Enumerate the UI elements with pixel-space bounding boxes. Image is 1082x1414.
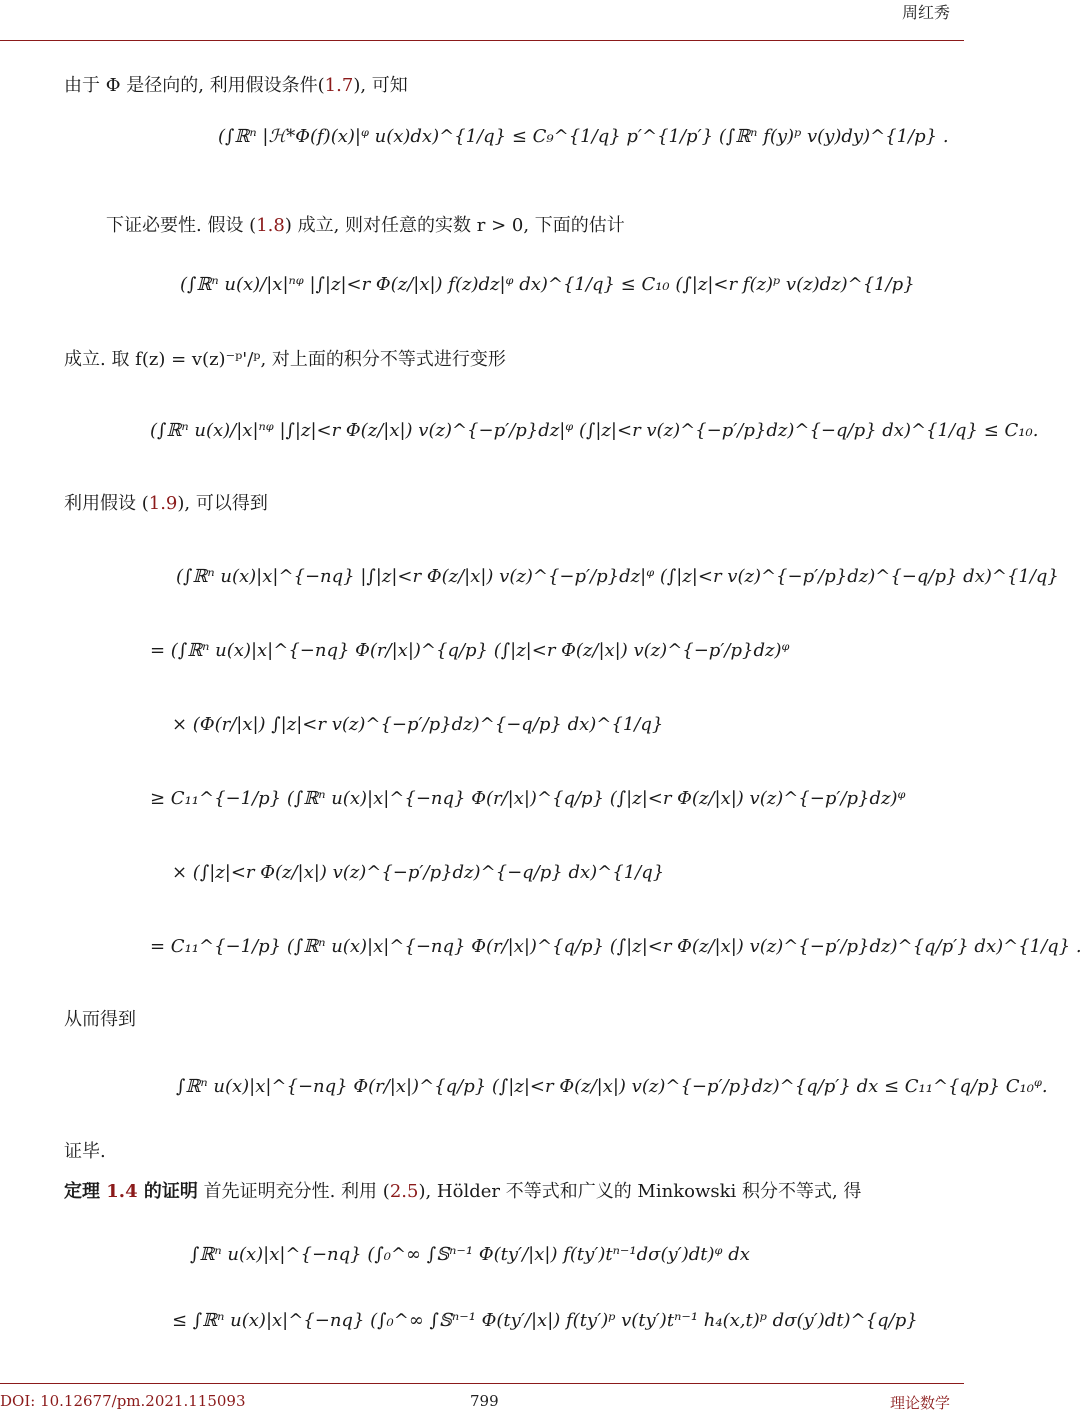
paragraph-7-end: ), Hölder 不等式和广义的 Minkowski 积分不等式, 得 bbox=[418, 1181, 862, 1202]
paragraph-7 bbox=[64, 1180, 861, 1203]
paragraph-2 bbox=[106, 214, 625, 237]
equation-4-line-1: (∫ℝⁿ u(x)|x|^{−nq} |∫|z|<r Φ(z/|x|) v(z)^{−p′/p}dz|ᵠ (∫|z|<r v(z)^{−p′/p}dz)^{−q/p} dx)^{1/q} bbox=[176, 566, 1059, 587]
equation-3: (∫ℝⁿ u(x)/|x|ⁿᵠ |∫|z|<r Φ(z/|x|) v(z)^{−p′/p}dz|ᵠ (∫|z|<r v(z)^{−p′/p}dz)^{−q/p} dx)^{1/q} ≤ C₁₀. bbox=[150, 420, 1039, 441]
equation-1: (∫ℝⁿ |ℋ*Φ(f)(x)|ᵠ u(x)dx)^{1/q} ≤ C₉^{1/q} p′^{1/p′} (∫ℝⁿ f(y)ᵖ v(y)dy)^{1/p} . bbox=[218, 126, 949, 147]
equation-5: ∫ℝⁿ u(x)|x|^{−nq} Φ(r/|x|)^{q/p} (∫|z|<r Φ(z/|x|) v(z)^{−p′/p}dz)^{q/p′} dx ≤ C₁₁^{q/p} C₁₀ᵠ. bbox=[176, 1076, 1048, 1097]
equation-4-line-3: × (Φ(r/|x|) ∫|z|<r v(z)^{−p′/p}dz)^{−q/p} dx)^{1/q} bbox=[172, 714, 664, 735]
equation-6-line-2: ≤ ∫ℝⁿ u(x)|x|^{−nq} (∫₀^∞ ∫𝕊ⁿ⁻¹ Φ(ty′/|x|) f(ty′)ᵖ v(ty′)tⁿ⁻¹ h₄(x,t)ᵖ dσ(y′)dt)^{q/p} bbox=[172, 1310, 918, 1331]
theorem-ref-1-4[interactable]: 1.4 bbox=[106, 1181, 138, 1202]
equation-ref-1-8[interactable]: 1.8 bbox=[256, 215, 285, 236]
paragraph-1 bbox=[64, 74, 408, 97]
paragraph-1-end: ), 可知 bbox=[353, 75, 408, 96]
footer-doi-link[interactable]: DOI: 10.12677/pm.2021.115093 bbox=[0, 1392, 246, 1410]
footer-rule bbox=[0, 1383, 964, 1384]
theorem-proof-label-2: 的证明 bbox=[137, 1181, 198, 1202]
equation-6-line-1: ∫ℝⁿ u(x)|x|^{−nq} (∫₀^∞ ∫𝕊ⁿ⁻¹ Φ(ty′/|x|) f(ty′)tⁿ⁻¹dσ(y′)dt)ᵠ dx bbox=[190, 1244, 750, 1265]
paragraph-7-text: 首先证明充分性. 利用 ( bbox=[197, 1181, 390, 1202]
theorem-proof-label: 定理 bbox=[64, 1181, 107, 1202]
running-header-author: 周红秀 bbox=[901, 3, 950, 22]
paragraph-4-end: ), 可以得到 bbox=[177, 493, 268, 514]
paragraph-3: 成立. 取 f(z) = v(z)⁻ᵖ'/ᵖ, 对上面的积分不等式进行变形 bbox=[64, 349, 506, 370]
header-rule bbox=[0, 40, 964, 41]
equation-4-line-4: ≥ C₁₁^{−1/p} (∫ℝⁿ u(x)|x|^{−nq} Φ(r/|x|)^{q/p} (∫|z|<r Φ(z/|x|) v(z)^{−p′/p}dz)ᵠ bbox=[150, 788, 906, 809]
paragraph-4 bbox=[64, 492, 268, 515]
equation-ref-1-9[interactable]: 1.9 bbox=[148, 493, 178, 514]
footer-journal-name: 理论数学 bbox=[889, 1394, 950, 1412]
paragraph-5: 从而得到 bbox=[64, 1009, 136, 1030]
paragraph-1-text: 由于 Φ 是径向的, 利用假设条件( bbox=[64, 75, 325, 96]
equation-ref-1-7[interactable]: 1.7 bbox=[324, 75, 354, 96]
paragraph-2-end: ) 成立, 则对任意的实数 r > 0, 下面的估计 bbox=[284, 215, 625, 236]
equation-2: (∫ℝⁿ u(x)/|x|ⁿᵠ |∫|z|<r Φ(z/|x|) f(z)dz|ᵠ dx)^{1/q} ≤ C₁₀ (∫|z|<r f(z)ᵖ v(z)dz)^{1/p} bbox=[180, 274, 915, 295]
equation-4-line-5: × (∫|z|<r Φ(z/|x|) v(z)^{−p′/p}dz)^{−q/p} dx)^{1/q} bbox=[172, 862, 665, 883]
footer-page-number: 799 bbox=[470, 1392, 499, 1410]
paragraph-2-text: 下证必要性. 假设 ( bbox=[106, 215, 257, 236]
equation-4-line-2: = (∫ℝⁿ u(x)|x|^{−nq} Φ(r/|x|)^{q/p} (∫|z|<r Φ(z/|x|) v(z)^{−p′/p}dz)ᵠ bbox=[150, 640, 790, 661]
equation-4-line-6: = C₁₁^{−1/p} (∫ℝⁿ u(x)|x|^{−nq} Φ(r/|x|)^{q/p} (∫|z|<r Φ(z/|x|) v(z)^{−p′/p}dz)^{q/p′} dx)^{1/q} . bbox=[150, 936, 1082, 957]
equation-ref-2-5[interactable]: 2.5 bbox=[389, 1181, 419, 1202]
paragraph-6: 证毕. bbox=[64, 1141, 106, 1162]
paragraph-4-text: 利用假设 ( bbox=[64, 493, 149, 514]
